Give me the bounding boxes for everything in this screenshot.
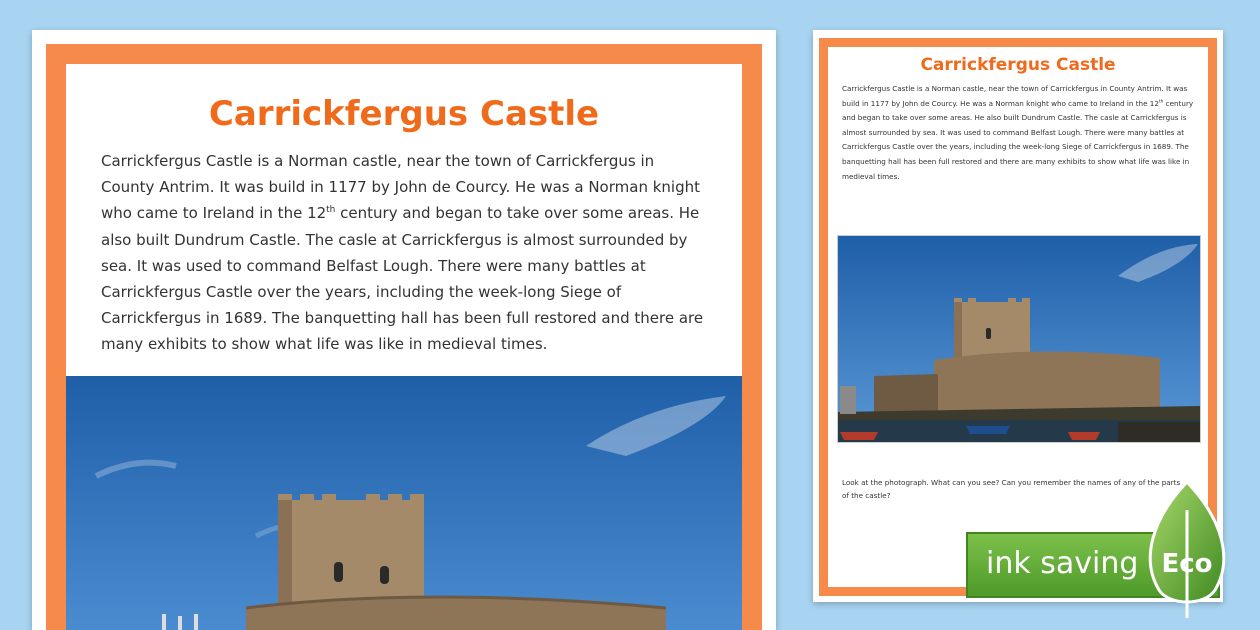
small-page-title: Carrickfergus Castle (920, 55, 1116, 75)
ink-saving-label: ink saving (986, 546, 1139, 581)
large-castle-photo-svg (66, 376, 742, 630)
large-worksheet-page (32, 30, 776, 630)
small-paragraph-part2: century and began to take over some areas. He also built Dundrum Castle. The casle at Carrickfergus is almost surrounded by sea. It was used to command Belfast Lough. There were many battles at Carrickfergus Castle over the years, including the week-long Siege of Carrickfergus in 1689. The banquetting hall has been full restored and there are many exhibits to show what life was like in medieval times. (842, 98, 1194, 181)
small-paragraph-part1: Carrickfergus Castle is a Norman castle, near the town of Carrickfergus in County Antrim. It was build in 1177 by John de Courcy. He was a Norman knight who came to Ireland in the 12 (842, 84, 1188, 108)
large-castle-photo (66, 376, 742, 630)
small-castle-photo (837, 235, 1201, 443)
large-paragraph-part1: Carrickfergus Castle is a Norman castle, near the town of Carrickfergus in County Antrim. It was build in 1177 by John de Courcy. He was a Norman knight who came to Ireland in the 12 (101, 152, 700, 223)
large-paragraph-superscript: th (326, 205, 336, 216)
small-page-paragraph (828, 82, 1208, 184)
large-page-content (66, 64, 742, 630)
large-page-orange-border (46, 44, 762, 630)
small-page-question: Look at the photograph. What can you see? Can you remember the names of any of the parts of the castle? (842, 478, 1181, 500)
large-page-paragraph (66, 148, 742, 358)
eco-leaf-label: Eco (1161, 549, 1213, 579)
small-castle-photo-svg (838, 236, 1200, 442)
small-paragraph-superscript: th (1158, 99, 1164, 105)
large-page-title: Carrickfergus Castle (208, 94, 600, 134)
large-paragraph-part2: century and began to take over some areas. He also built Dundrum Castle. The casle at Carrickfergus is almost surrounded by sea. It was used to command Belfast Lough. There were many battles at Carrickfergus Castle over the years, including the week-long Siege of Carrickfergus in 1689. The banquetting hall has been full restored and there are many exhibits to show what life was like in medieval times. (101, 204, 704, 354)
eco-leaf-icon (1143, 480, 1233, 620)
